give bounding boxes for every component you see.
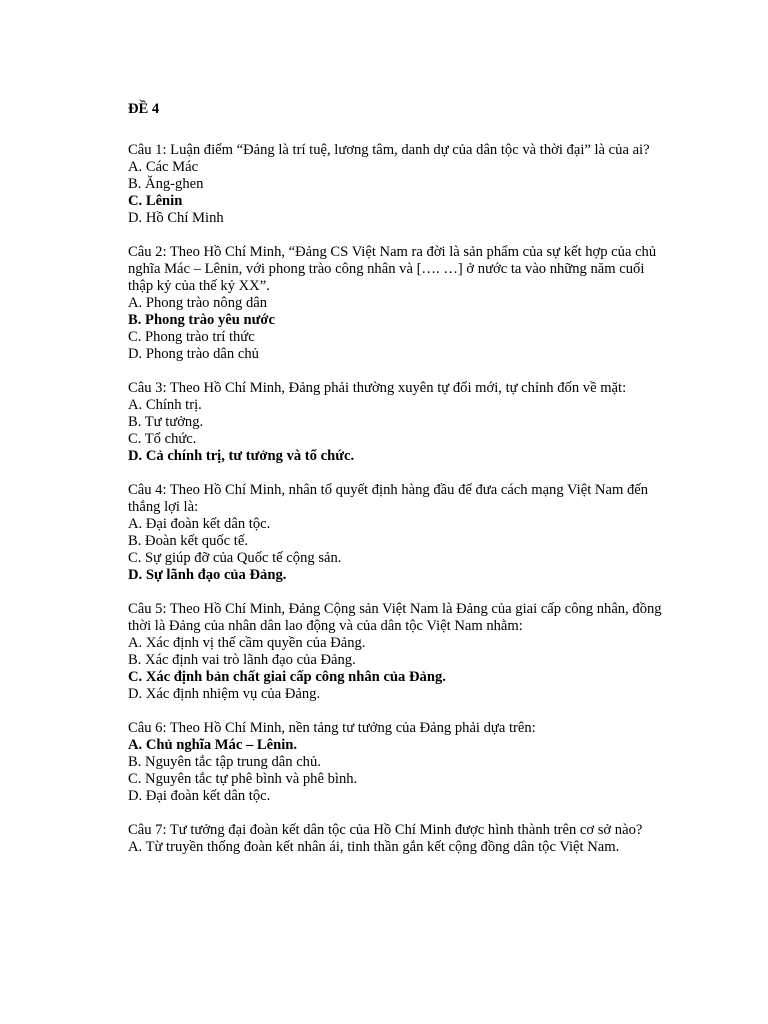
answer-option: B. Ăng-ghen	[128, 176, 204, 192]
question-block	[128, 720, 668, 805]
answer-option-correct: D. Sự lãnh đạo của Đảng.	[128, 567, 287, 583]
document-title: ĐỀ 4	[128, 101, 160, 117]
answer-option: C. Phong trào trí thức	[128, 329, 255, 345]
answer-option: A. Từ truyền thống đoàn kết nhân ái, tinh thần gắn kết cộng đồng dân tộc Việt Nam.	[128, 839, 620, 855]
question-text: Câu 2: Theo Hồ Chí Minh, “Đảng CS Việt Nam ra đời là sản phẩm của sự kết hợp của chủ nghĩa Mác – Lênin, với phong trào công nhân và […. …] ở nước ta vào những năm cuối thập kỷ của thế kỷ XX”.	[128, 244, 657, 294]
question-block	[128, 601, 668, 703]
answer-option: A. Đại đoàn kết dân tộc.	[128, 516, 271, 532]
answer-option: C. Tổ chức.	[128, 431, 197, 447]
answer-option: D. Đại đoàn kết dân tộc.	[128, 788, 271, 804]
question-text: Câu 1: Luận điểm “Đảng là trí tuệ, lương tâm, danh dự của dân tộc và thời đại” là của ai?	[128, 142, 650, 158]
question-text: Câu 3: Theo Hồ Chí Minh, Đảng phải thường xuyên tự đổi mới, tự chỉnh đốn về mặt:	[128, 380, 627, 396]
answer-option-correct: A. Chủ nghĩa Mác – Lênin.	[128, 737, 298, 753]
answer-option: B. Đoàn kết quốc tế.	[128, 533, 248, 549]
question-text: Câu 4: Theo Hồ Chí Minh, nhân tố quyết định hàng đầu để đưa cách mạng Việt Nam đến thắng lợi là:	[128, 482, 649, 515]
answer-option-correct: B. Phong trào yêu nước	[128, 312, 275, 328]
answer-option: D. Xác định nhiệm vụ của Đảng.	[128, 686, 321, 702]
answer-option-correct: D. Cả chính trị, tư tưởng và tổ chức.	[128, 448, 355, 464]
question-text: Câu 5: Theo Hồ Chí Minh, Đảng Cộng sản Việt Nam là Đảng của giai cấp công nhân, đồng thời là Đảng của nhân dân lao động và của dân tộc Việt Nam nhằm:	[128, 601, 662, 634]
answer-option: A. Chính trị.	[128, 397, 202, 413]
question-block	[128, 482, 668, 584]
question-block	[128, 142, 668, 227]
document-page	[128, 100, 668, 856]
answer-option: C. Nguyên tắc tự phê bình và phê bình.	[128, 771, 358, 787]
answer-option: A. Các Mác	[128, 159, 199, 175]
question-block	[128, 822, 668, 856]
question-block	[128, 380, 668, 465]
answer-option: B. Tư tưởng.	[128, 414, 204, 430]
question-block	[128, 244, 668, 363]
question-list	[128, 142, 668, 856]
answer-option: D. Hồ Chí Minh	[128, 210, 224, 226]
answer-option: B. Xác định vai trò lãnh đạo của Đảng.	[128, 652, 356, 668]
answer-option: D. Phong trào dân chủ	[128, 346, 259, 362]
answer-option: A. Phong trào nông dân	[128, 295, 268, 311]
answer-option: A. Xác định vị thế cầm quyền của Đảng.	[128, 635, 366, 651]
answer-option: B. Nguyên tắc tập trung dân chủ.	[128, 754, 321, 770]
answer-option: C. Sự giúp đỡ của Quốc tế cộng sản.	[128, 550, 342, 566]
question-text: Câu 6: Theo Hồ Chí Minh, nền tảng tư tưởng của Đảng phải dựa trên:	[128, 720, 536, 736]
question-text: Câu 7: Tư tưởng đại đoàn kết dân tộc của Hồ Chí Minh được hình thành trên cơ sở nào?	[128, 822, 643, 838]
answer-option-correct: C. Xác định bản chất giai cấp công nhân của Đảng.	[128, 669, 446, 685]
answer-option-correct: C. Lênin	[128, 193, 183, 209]
